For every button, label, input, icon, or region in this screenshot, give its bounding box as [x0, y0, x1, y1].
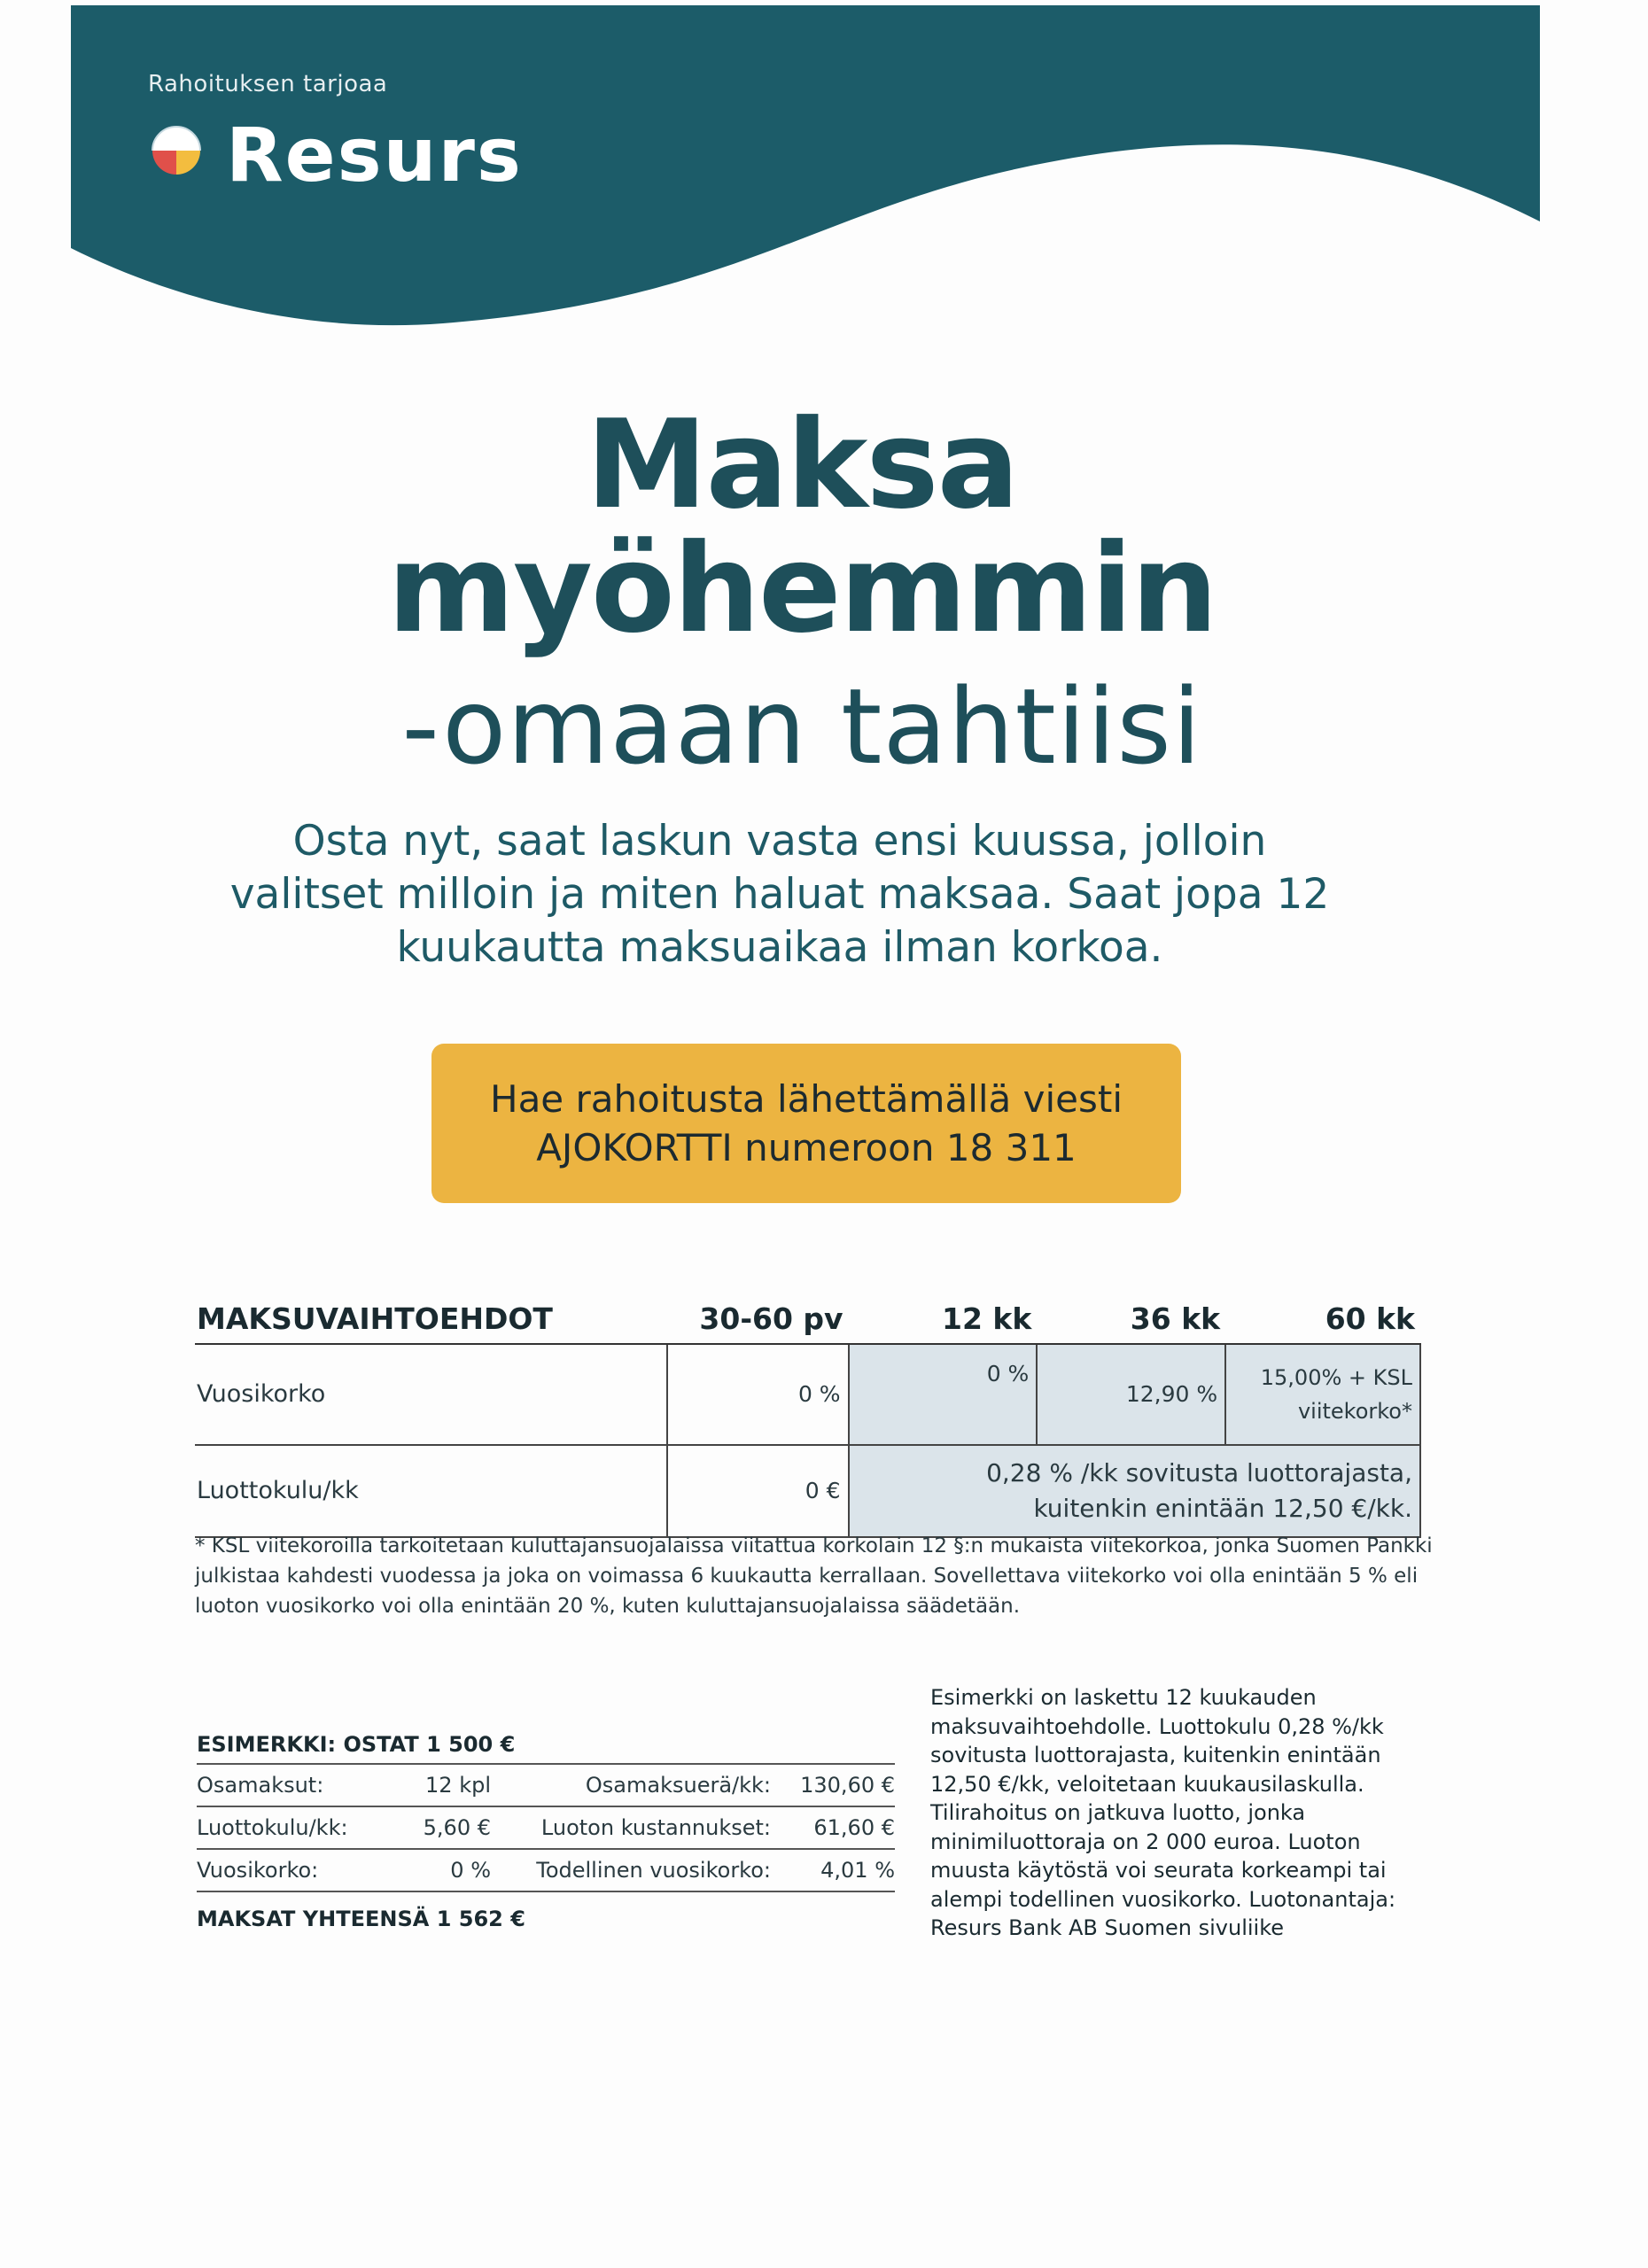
example-label: Todellinen vuosikorko: [498, 1849, 780, 1891]
cell-line: kuitenkin enintään 12,50 €/kk. [1033, 1494, 1412, 1523]
table-row [197, 1849, 895, 1891]
table-header: 30-60 pv [667, 1283, 849, 1344]
example-label: Osamaksut: [197, 1764, 400, 1806]
cell-line: 15,00% + KSL [1260, 1365, 1412, 1390]
table-header: MAKSUVAIHTOEHDOT [195, 1283, 667, 1344]
footnote: * KSL viitekoroilla tarkoitetaan kuluttajansuojalaissa viitattua korkolain 12 §:n mukaista viitekorkoa, jonka Suomen Pankki julkistaa kahdesti vuodessa ja joka on voimassa 6 kuukautta kerrallaan. Sovellettava viitekorko voi olla enintään 5 % eli luoton vuosikorko voi olla enintään 20 %, kuten kuluttajansuojalaissa säädetään. [195, 1534, 1433, 1618]
table-header: 36 kk [1037, 1283, 1225, 1344]
table-cell: 0 % [667, 1344, 849, 1445]
example-value: 5,60 € [400, 1806, 498, 1849]
example-value: 130,60 € [780, 1764, 895, 1806]
table-header-row [195, 1283, 1420, 1344]
resurs-logo-text: Resurs [226, 112, 523, 198]
table-row [195, 1344, 1420, 1445]
headline-line-3: -omaan tahtiisi [401, 665, 1202, 788]
provider-label: Rahoituksen tarjoaa [148, 71, 388, 97]
table-row [195, 1445, 1420, 1537]
cta-line-2: AJOKORTTI numeroon 18 311 [536, 1126, 1077, 1169]
table-header: 60 kk [1225, 1283, 1420, 1344]
example-label: Luoton kustannukset: [498, 1806, 780, 1849]
headline-line-1: Maksa [586, 393, 1018, 536]
example-total: MAKSAT YHTEENSÄ 1 562 € [197, 1907, 525, 1931]
example-value: 12 kpl [400, 1764, 498, 1806]
example-label: Vuosikorko: [197, 1849, 400, 1891]
payment-options-table [195, 1283, 1421, 1538]
headline-line-2: myöhemmin [387, 517, 1217, 660]
cell-line: 0,28 % /kk sovitusta luottorajasta, [986, 1458, 1412, 1487]
example-value: 61,60 € [780, 1806, 895, 1849]
table-header: 12 kk [849, 1283, 1038, 1344]
table-cell: 0 € [667, 1445, 849, 1537]
table-row [197, 1764, 895, 1806]
cell-line: viitekorko* [1297, 1399, 1412, 1424]
table-cell-merged [849, 1445, 1420, 1537]
row-label: Luottokulu/kk [195, 1445, 667, 1537]
cta-line-1: Hae rahoitusta lähettämällä viesti [489, 1077, 1123, 1121]
table-row [197, 1806, 895, 1849]
row-label: Vuosikorko [195, 1344, 667, 1445]
table-cell: 0 % [849, 1344, 1038, 1445]
intro-text: Osta nyt, saat laskun vasta ensi kuussa, jolloin valitset milloin ja miten haluat maksaa. Saat jopa 12 kuukautta maksuaikaa ilman korkoa. [229, 817, 1330, 972]
cta-box [431, 1044, 1181, 1203]
example-value: 4,01 % [780, 1849, 895, 1891]
example-value: 0 % [400, 1849, 498, 1891]
resurs-logo-icon [147, 121, 206, 180]
example-label: Luottokulu/kk: [197, 1806, 400, 1849]
table-cell [1225, 1344, 1420, 1445]
example-side-note: Esimerkki on laskettu 12 kuukauden maksuvaihtoehdolle. Luottokulu 0,28 %/kk sovitusta luottorajasta, kuitenkin enintään 12,50 €/kk, veloitetaan kuukausilaskulla. Tilirahoitus on jatkuva luotto, jonka minimiluottoraja on 2 000 euroa. Luoton muusta käytöstä voi seurata korkeampi tai alempi todellinen vuosikorko. Luotonantaja: Resurs Bank AB Suomen sivuliike [930, 1685, 1396, 1940]
example-label: Osamaksuerä/kk: [498, 1764, 780, 1806]
example-table [197, 1763, 895, 1892]
example-title: ESIMERKKI: OSTAT 1 500 € [197, 1732, 516, 1757]
table-cell: 12,90 % [1037, 1344, 1225, 1445]
